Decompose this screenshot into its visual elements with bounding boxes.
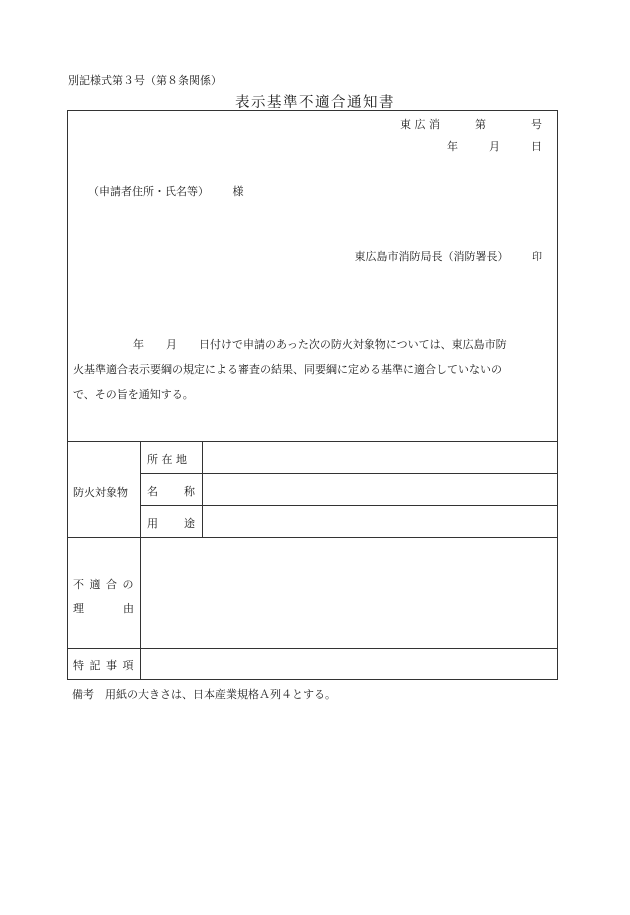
issuer bbox=[355, 248, 543, 264]
notice-body-line: 年 月 日付けで申請のあった次の防火対象物については、東広島市防 bbox=[133, 338, 507, 351]
seal-mark: 印 bbox=[532, 252, 542, 263]
remarks-note: 備考 用紙の大きさは、日本産業規格Ａ列４とする。 bbox=[72, 688, 336, 701]
issuer-name: 東広島市消防局長（消防署長） bbox=[354, 250, 509, 263]
fire-object-label: 防火対象物 bbox=[73, 486, 128, 499]
location-field[interactable] bbox=[203, 442, 557, 472]
addressee bbox=[88, 183, 244, 199]
notice-body-line: で、その旨を通知する。 bbox=[73, 388, 194, 401]
reason-label-line2-first: 理 bbox=[73, 602, 84, 615]
addressee-name: （申請者住所・氏名等） bbox=[88, 185, 209, 198]
document-number-prefix: 東 広 消 bbox=[400, 118, 440, 131]
date-day: 日 bbox=[531, 140, 542, 153]
reason-field[interactable] bbox=[141, 538, 557, 647]
reason-label-line1: 不 適 合 の bbox=[73, 578, 135, 591]
name-label-second: 称 bbox=[184, 485, 195, 498]
issue-date bbox=[447, 138, 542, 154]
notice-body bbox=[73, 332, 553, 407]
location-label: 所 在 地 bbox=[147, 453, 187, 466]
reason-label-line2-second: 由 bbox=[123, 602, 134, 615]
use-field[interactable] bbox=[203, 506, 557, 536]
form-reference: 別記様式第３号（第８条関係） bbox=[68, 74, 222, 87]
date-year: 年 bbox=[447, 140, 458, 153]
use-label-first: 用 bbox=[147, 517, 158, 530]
document-number-dai: 第 bbox=[475, 118, 486, 131]
document-number bbox=[400, 116, 542, 132]
document-title: 表示基準不適合通知書 bbox=[235, 95, 395, 111]
date-month: 月 bbox=[489, 140, 500, 153]
name-field[interactable] bbox=[203, 474, 557, 504]
notice-body-line: 火基準適合表示要綱の規定による審査の結果、同要綱に定める基準に適合していないの bbox=[73, 363, 502, 376]
name-label-first: 名 bbox=[147, 485, 158, 498]
special-notes-field[interactable] bbox=[141, 649, 557, 679]
use-label-second: 途 bbox=[184, 517, 195, 530]
special-notes-label: 特 記 事 項 bbox=[73, 659, 135, 672]
addressee-honorific: 様 bbox=[232, 185, 244, 198]
document-number-go: 号 bbox=[531, 118, 542, 131]
